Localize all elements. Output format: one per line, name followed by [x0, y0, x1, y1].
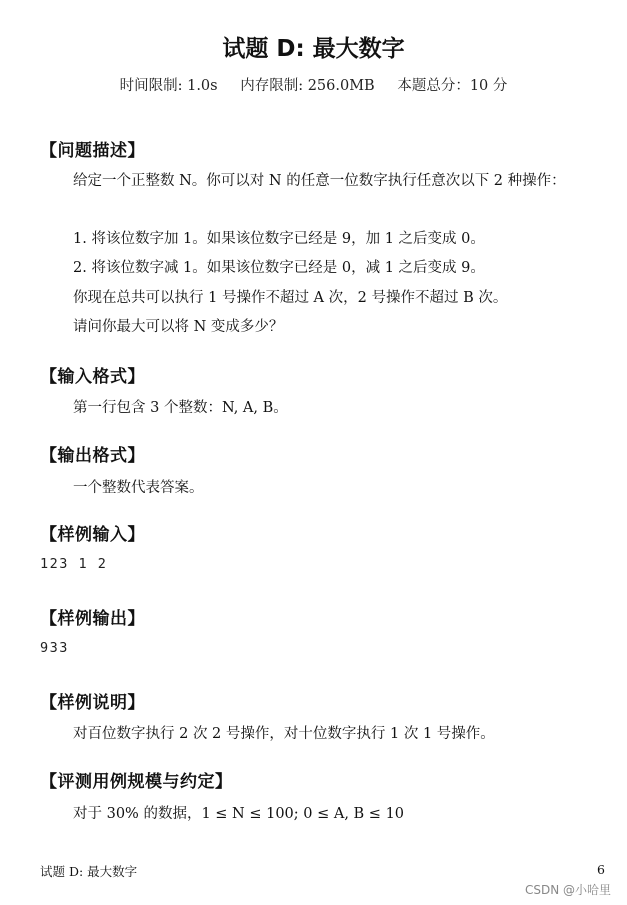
- operation-2: 2. 将该位数字减 1。如果该位数字已经是 0，减 1 之后变成 9。: [73, 260, 485, 276]
- sample-output-heading: 【样例输出】: [40, 609, 145, 629]
- output-format-text: 一个整数代表答案。: [73, 480, 204, 496]
- sample-output-text: 933: [40, 640, 69, 656]
- problem-paragraph-1: 给定一个正整数 N。你可以对 N 的任意一位数字执行任意次以下 2 种操作：: [73, 173, 566, 189]
- operation-1: 1. 将该位数字加 1。如果该位数字已经是 9，加 1 之后变成 0。: [73, 231, 485, 247]
- sample-input-text: 123 1 2: [40, 556, 108, 572]
- sample-explanation-heading: 【样例说明】: [40, 693, 145, 713]
- problem-paragraph-3: 请问你最大可以将 N 变成多少？: [73, 319, 284, 335]
- limits-line: [0, 74, 627, 95]
- constraints-heading: 【评测用例规模与约定】: [40, 772, 233, 792]
- problem-heading: 【问题描述】: [40, 141, 145, 161]
- output-format-heading: 【输出格式】: [40, 446, 145, 466]
- sample-explanation-text: 对百位数字执行 2 次 2 号操作，对十位数字执行 1 次 1 号操作。: [73, 726, 495, 742]
- sample-input-heading: 【样例输入】: [40, 525, 145, 545]
- page-number: 6: [597, 862, 605, 877]
- constraints-text: 对于 30% 的数据，1 ≤ N ≤ 100; 0 ≤ A, B ≤ 10: [73, 806, 405, 822]
- total-score: 本题总分：10 分: [397, 78, 508, 94]
- input-format-heading: 【输入格式】: [40, 367, 145, 387]
- input-format-text: 第一行包含 3 个整数：N, A, B。: [73, 400, 288, 416]
- problem-paragraph-2: 你现在总共可以执行 1 号操作不超过 A 次，2 号操作不超过 B 次。: [73, 290, 508, 306]
- time-limit: 时间限制: 1.0s: [119, 78, 218, 94]
- watermark: CSDN @小哈里: [524, 883, 611, 897]
- memory-limit: 内存限制: 256.0MB: [240, 78, 375, 94]
- footer-title: 试题 D: 最大数字: [40, 864, 138, 879]
- page-title: 试题 D: 最大数字: [222, 36, 405, 62]
